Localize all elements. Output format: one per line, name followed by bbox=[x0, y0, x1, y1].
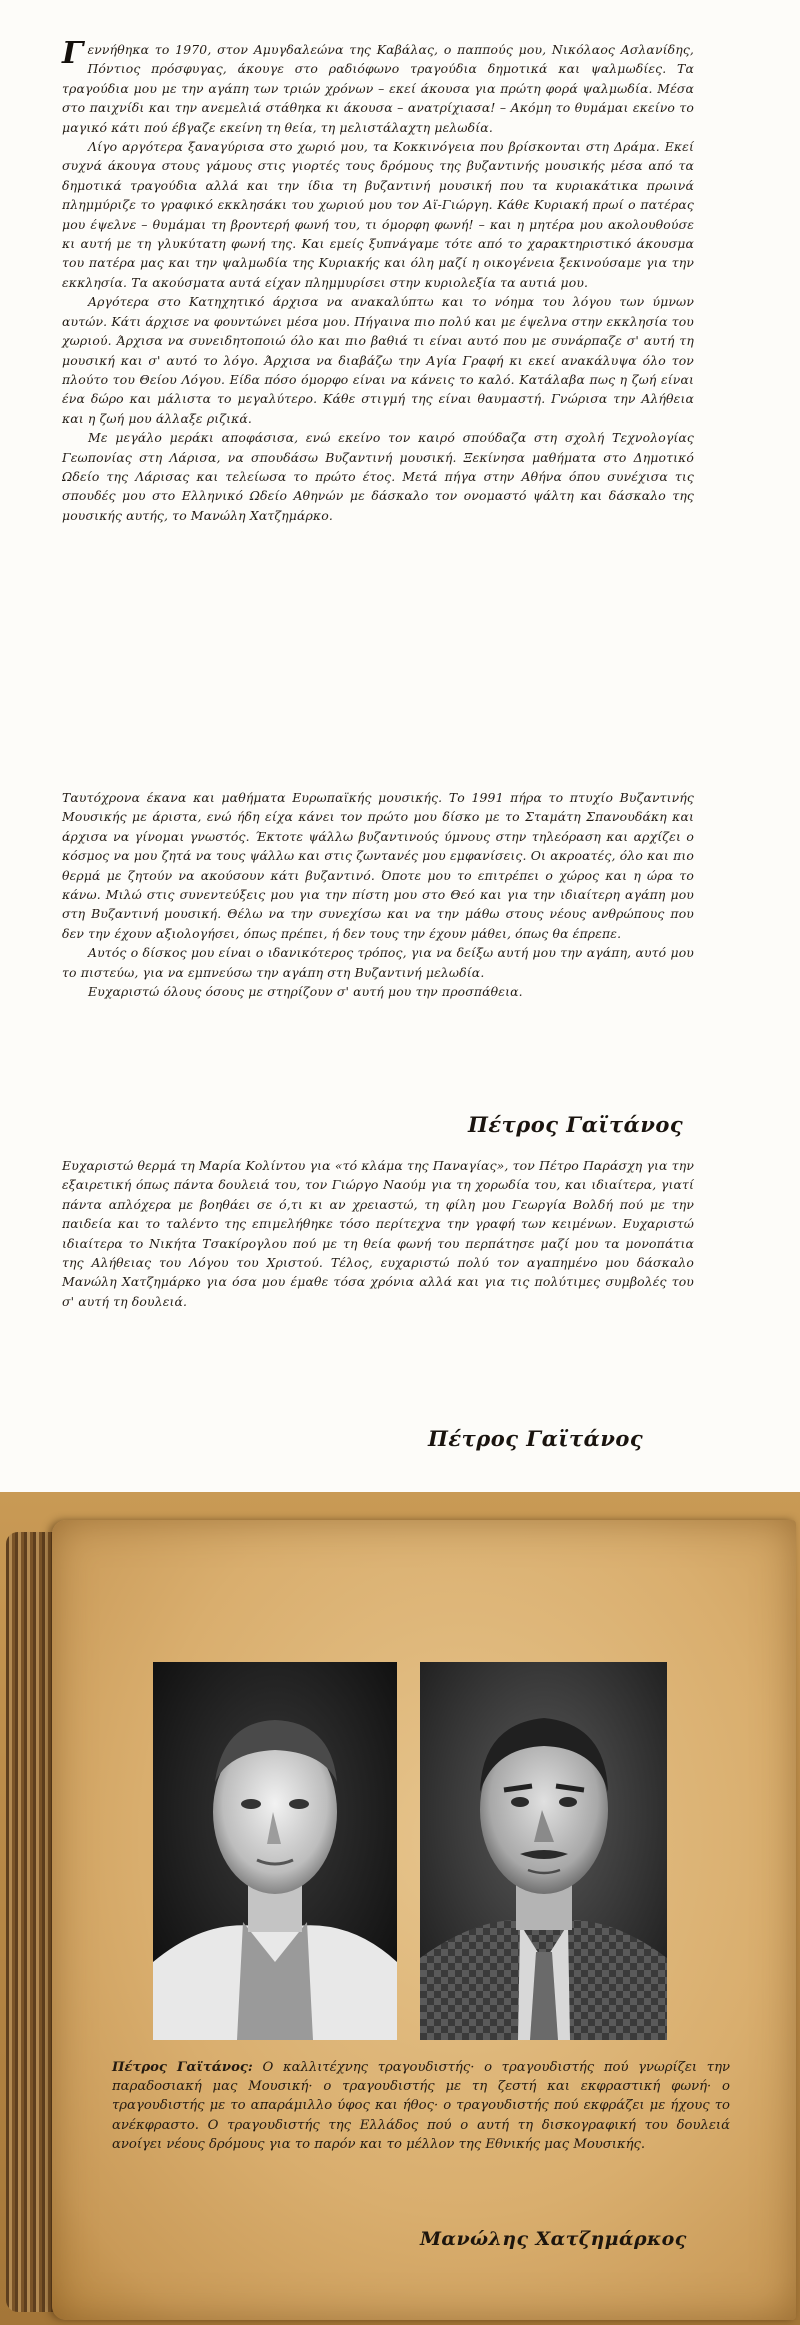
letter-section-2 bbox=[62, 788, 694, 1001]
signature-petros-gaitanos: Πέτρος Γαϊτάνος bbox=[428, 1426, 644, 1451]
letter-section-acknowledgements bbox=[62, 1156, 694, 1311]
dropcap-flourish: Γ bbox=[62, 36, 84, 71]
portrait-photo-young-man bbox=[153, 1662, 397, 2040]
letter-paragraph: Ταυτόχρονα έκανα και μαθήματα Ευρωπαϊκής μουσικής. Το 1991 πήρα το πτυχίο Βυζαντινής Μουσικής με άριστα, ενώ ήδη είχα κάνει τον πρώτο μου δίσκο με το Σταμάτη Σπανουδάκη και άρχισα να γίνομαι γνωστός. Έκτοτε ψάλλω βυζαντινούς ύμνους στην τηλεόραση και αρχίζει ο κόσμος να μου ζητά να τους ψάλλω και στις ζωντανές μου εμφανίσεις. Οι ακροατές, όλο και πιο θερμά με ζητούν να ακούσουν κάτι βυζαντινό. Όποτε μου το επιτρέπει ο χώρος και η ώρα το κάνω. Μιλώ στις συνεντεύξεις μου για την πίστη μου στο Θεό και για την ιδιαίτερη αγάπη μου στη Βυζαντινή μουσική. Θέλω να την συνεχίσω και να την μάθω στους νέους ανθρώπους που δεν την έχουν αξιολογήσει, όπως πρέπει, ή δεν τους την έχουν μάθει, όπως θα έπρεπε. bbox=[62, 790, 694, 941]
signature-manolis-chatzimarkos: Μανώλης Χατζημάρκος bbox=[420, 2228, 687, 2250]
letter-paragraph: Ευχαριστώ θερμά τη Μαρία Κολίντου για «τό κλάμα της Παναγίας», τον Πέτρο Παράσχη για την εξαιρετική όπως πάντα δουλειά του, τον Γιώργο Ναούμ για τη χορωδία του, και ιδιαίτερα, γιατί πάντα απλόχερα με βοηθάει σε ό,τι κι αν χρειαστώ, τη φίλη μου Γεωργία Βολδή πού με την παιδεία και το ταλέντο της επιμελήθηκε τόσο περίτεχνα την γραφή των κειμένων. Ευχαριστώ ιδιαίτερα το Νικήτα Τσακίρογλου πού με τη θεία φωνή του περπάτησε μαζί μου τα μονοπάτια της Αλήθειας του Λόγου του Χριστού. Τέλος, ευχαριστώ πολύ τον αγαπημένο μου δάσκαλο Μανώλη Χατζημάρκο για όσα μου έμαθε τόσα χρόνια αλλά και για τις πολύτιμες συμβολές του σ' αυτή τη δουλειά. bbox=[62, 1158, 694, 1309]
letter-section-1 bbox=[62, 36, 694, 525]
album-caption bbox=[112, 2058, 730, 2154]
paragraph-text: εννήθηκα το 1970, στον Αμυγδαλεώνα της Καβάλας, ο παππούς μου, Νικόλαος Ασλανίδης, Πόντιος πρόσφυγας, άκουγε στο ραδιόφωνο τραγούδια δημοτικά και ψαλμωδίες. Τα τραγούδια μου με την αγάπη των τριών χρόνων – εκεί άκουσα για πρώτη φορά ψαλμωδία. Μέσα στο παιχνίδι και την ανεμελιά στάθηκα κι άκουσα – ανατρίχιασα! – Ακόμη το θυμάμαι εκείνο το μαγικό κάτι πού έβγαζε εκείνη τη θεία, τη μελιστάλαχτη μελωδία. bbox=[62, 42, 694, 135]
portrait-photo-older-man bbox=[420, 1662, 667, 2040]
caption-lead: Πέτρος Γαϊτάνος: bbox=[112, 2060, 253, 2075]
letter-paragraph bbox=[62, 36, 694, 137]
caption-text: Ο καλλιτέχνης τραγουδιστής· ο τραγουδιστής πού γνωρίζει την παραδοσιακή μας Μουσική· ο τραγουδιστής με τη ζεστή και εκφραστική φωνή· ο τραγουδιστής με το απαράμιλλο ύφος και ήθος· ο τραγουδιστής πού εκφράζει με ήχους το ανέκφραστο. Ο τραγουδιστής της Ελλάδος πού ο αυτή τη δισκογραφική του δουλειά ανοίγει νέους δρόμους για το παρόν και το μέλλον της Εθνικής μας Μουσικής. bbox=[112, 2060, 730, 2152]
letter-paragraph: Με μεγάλο μεράκι αποφάσισα, ενώ εκείνο τον καιρό σπούδαζα στη σχολή Τεχνολογίας Γεωπονίας στη Λάρισα, να σπουδάσω Βυζαντινή μουσική. Ξεκίνησα μαθήματα στο Δημοτικό Ωδείο της Λάρισας και τελείωσα το πρώτο έτος. Μετά πήγα στην Αθήνα όπου συνέχισα τις σπουδές μου στο Ελληνικό Ωδείο Αθηνών με δάσκαλο τον ονομαστό ψάλτη και δάσκαλο της μουσικής αυτής, το Μανώλη Χατζημάρκο. bbox=[62, 430, 694, 523]
letter-paragraph: Αργότερα στο Κατηχητικό άρχισα να ανακαλύπτω και το νόημα του λόγου των ύμνων αυτών. Κάτι άρχισε να φουντώνει μέσα μου. Πήγαινα πιο πολύ και με έψελνα στην εκκλησία του χωριού. Άρχισα να συνειδητοποιώ όλο και πιο βαθιά τι είναι αυτό που με συνάρπαζε σ' αυτή τη μουσική και σ' αυτό το λόγο. Άρχισα να διαβάζω την Αγία Γραφή κι εκεί ανακάλυψα όλο τον πλούτο του Θείου Λόγου. Είδα πόσο όμορφο είναι να κάνεις το καλό. Κατάλαβα πως η ζωή είναι ένα δώρο και μάλιστα το μεγαλύτερο. Κάθε στιγμή της είναι θαυμαστή. Γνώρισα την Αλήθεια και η ζωή μου άλλαξε ριζικά. bbox=[62, 294, 694, 426]
letter-paragraph: Λίγο αργότερα ξαναγύρισα στο χωριό μου, τα Κοκκινόγεια που βρίσκονται στη Δράμα. Εκεί συχνά άκουγα στους γάμους στις γιορτές τους δρόμους της βυζαντινής μουσικής μέσα από τα δημοτικά τραγούδια αλλά και την ίδια τη βυζαντινή μουσική που τα κυριακάτικα πρωινά πλημμύριζε το γραφικό εκκλησάκι του χωριού μου τον Αϊ-Γιώργη. Κάθε Κυριακή πρωί ο πατέρας μου έψελνε – θυμάμαι τη βροντερή φωνή του, τι όμορφη φωνή! – και η μητέρα μου ακολουθούσε κι αυτή με τη γλυκύτατη φωνή της. Και εμείς ξυπνάγαμε τότε από το χαρακτηριστικό άκουσμα του πατέρα μας και την ψαλμωδία της Κυριακής και όλη μαζί η οικογένεια ξεκινούσαμε για την εκκλησία. Τα ακούσματα αυτά είχαν πλημμυρίσει στην κυριολεξία τα αυτιά μου. bbox=[62, 139, 694, 290]
letter-paragraph: Αυτός ο δίσκος μου είναι ο ιδανικότερος τρόπος, για να δείξω αυτή μου την αγάπη, αυτό μου το πιστεύω, για να εμπνεύσω την αγάπη στη Βυζαντινή μελωδία. bbox=[62, 945, 694, 980]
photo-album-section bbox=[0, 1492, 800, 2325]
letter-paragraph: Ευχαριστώ όλους όσους με στηρίζουν σ' αυτή μου την προσπάθεια. bbox=[88, 984, 523, 1000]
signature-petros-gaitanos: Πέτρος Γαϊτάνος bbox=[468, 1112, 684, 1137]
